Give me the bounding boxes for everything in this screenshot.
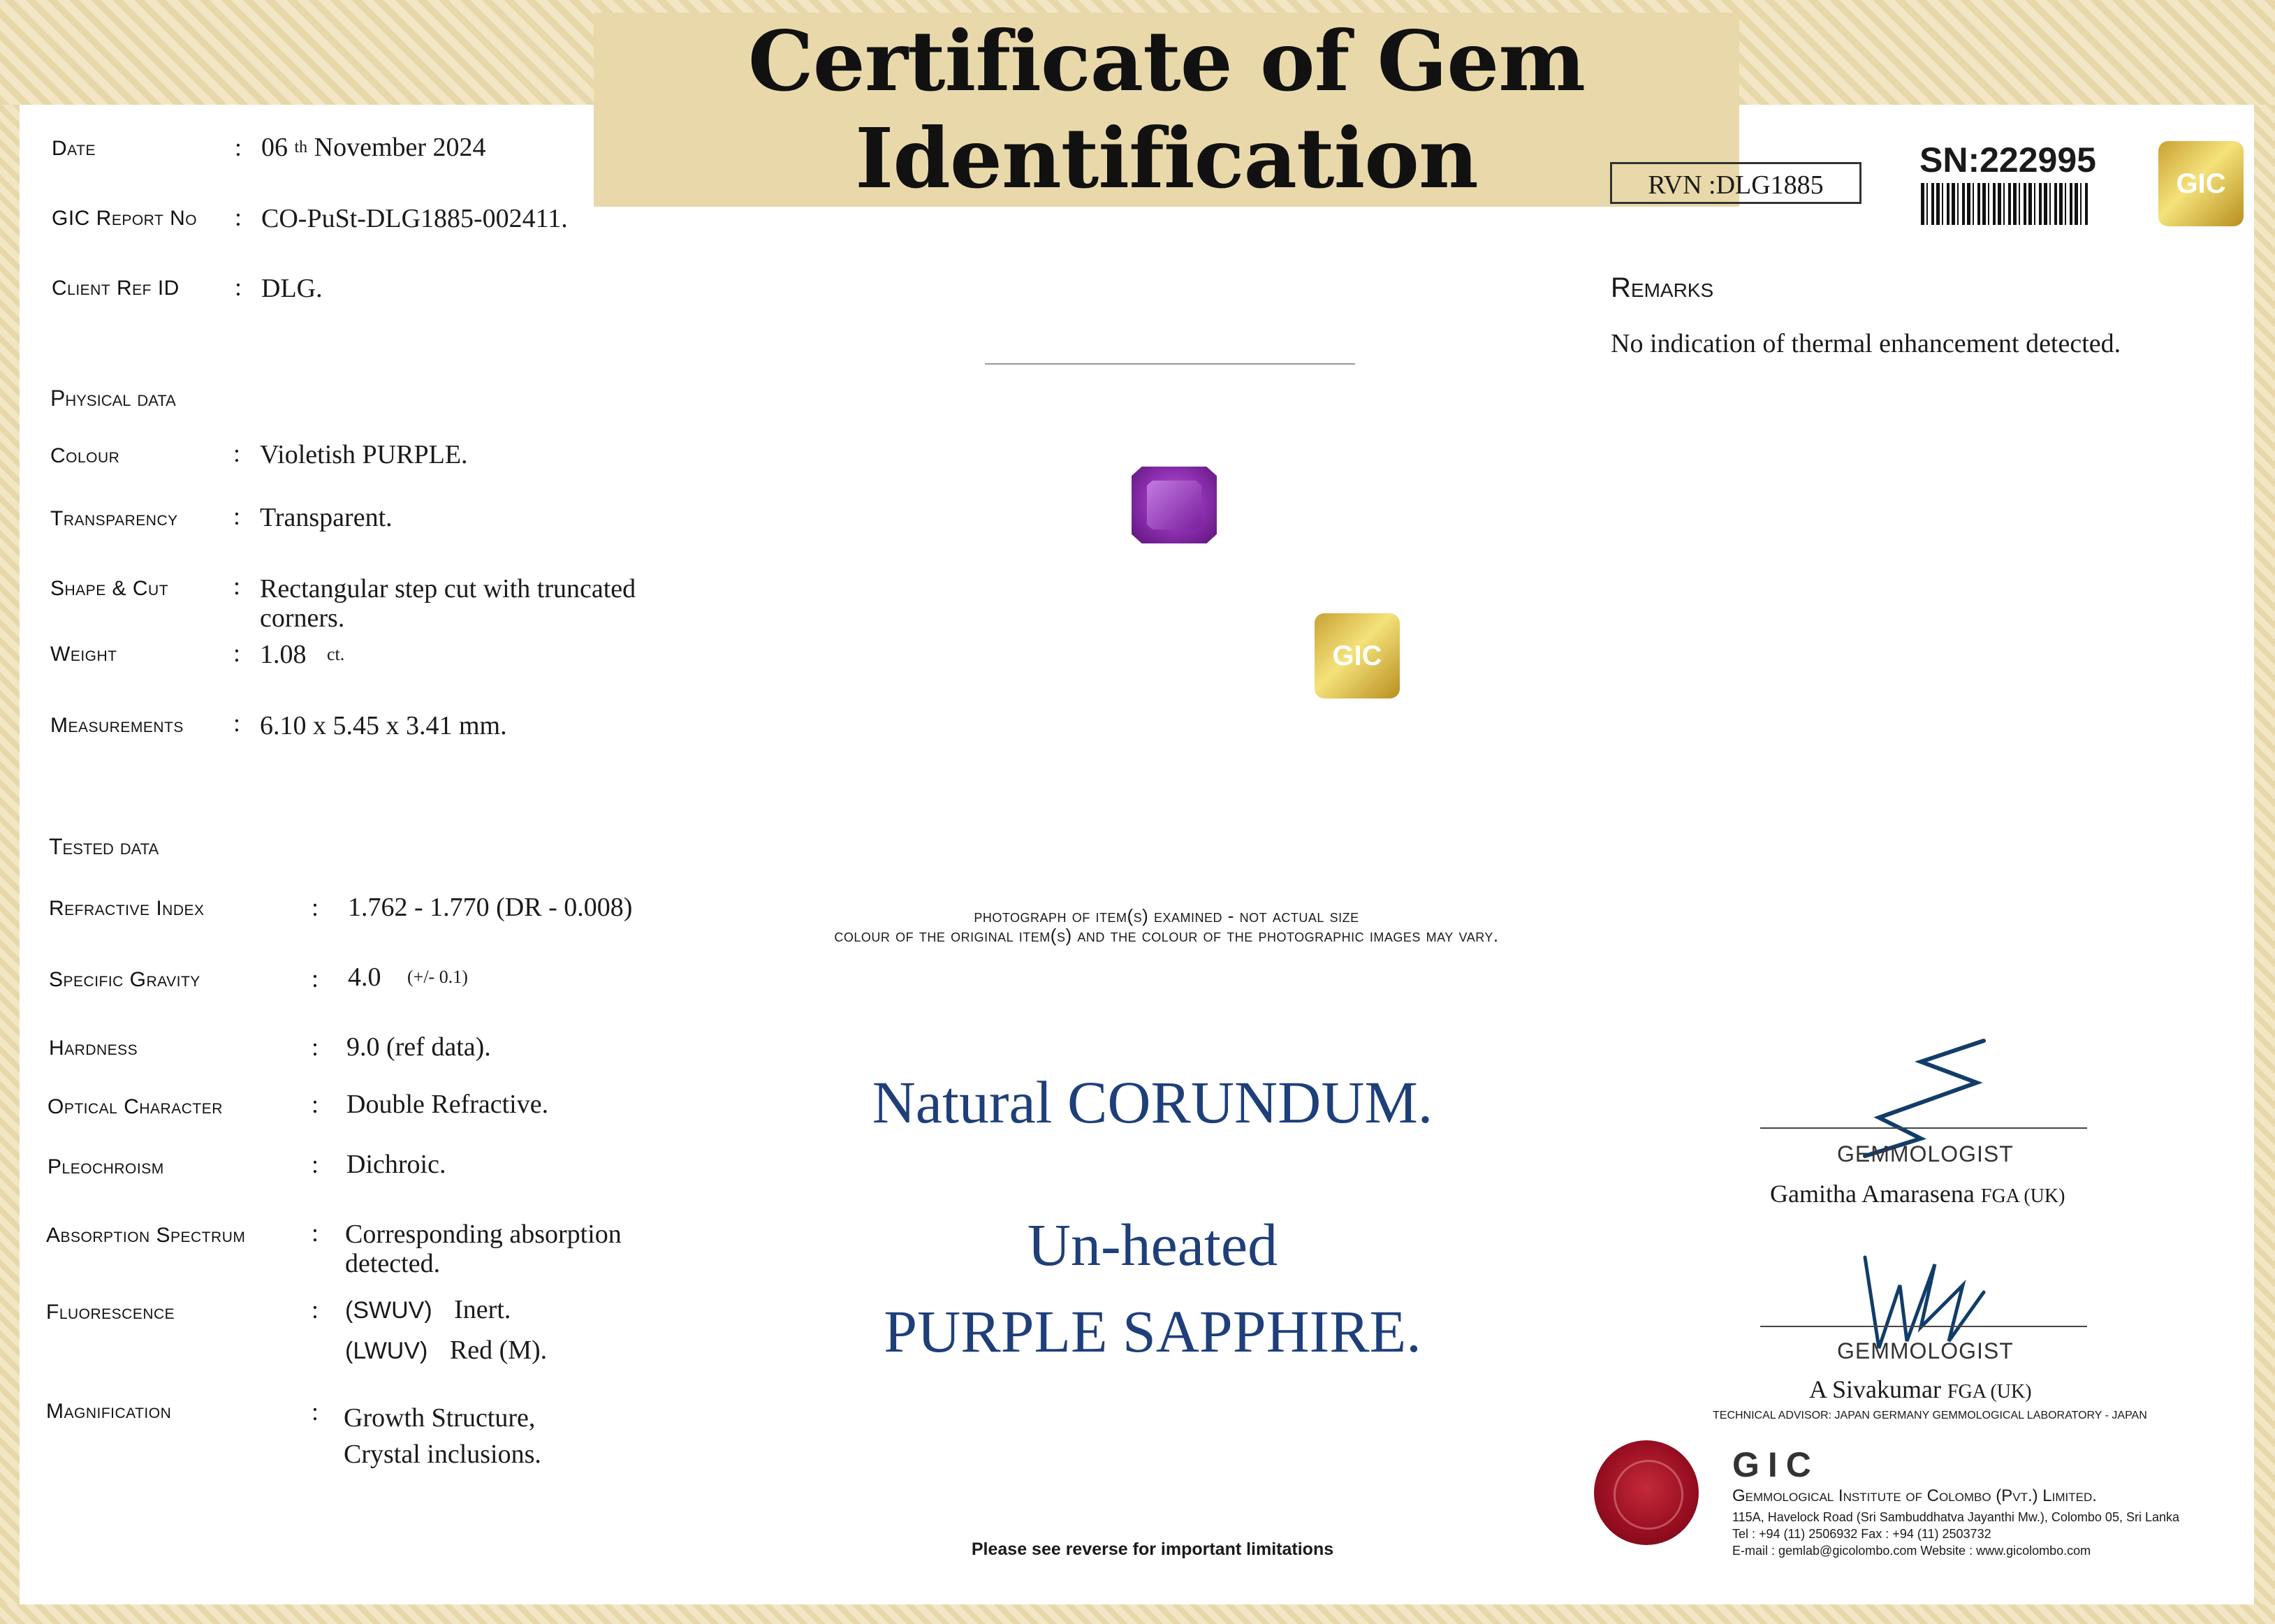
refractive-index-label: Refractive Index: [49, 897, 205, 920]
photo-divider: [985, 363, 1355, 365]
institute-address: 115A, Havelock Road (Sri Sambuddhatva Jayanthi Mw.), Colombo 05, Sri Lanka: [1732, 1510, 2179, 1524]
serial-number: SN:222995: [1919, 140, 2096, 180]
weight-unit: ct.: [327, 644, 345, 664]
refractive-index-value: 1.762 - 1.770 (DR - 0.008): [348, 893, 633, 922]
hardness-label: Hardness: [49, 1037, 138, 1060]
fluorescence-sw-label: (SWUV): [345, 1297, 432, 1324]
colour-value: Violetish PURPLE.: [260, 440, 468, 469]
colon: :: [312, 1296, 319, 1324]
colon: :: [235, 273, 242, 301]
date-day: 06: [261, 133, 288, 162]
colon: :: [233, 439, 241, 467]
gem-photo: [1132, 467, 1217, 543]
transparency-value: Transparent.: [260, 503, 393, 532]
fluorescence-label: Fluorescence: [46, 1301, 175, 1324]
pleochroism-value: Dichroic.: [346, 1150, 446, 1179]
pleochroism-label: Pleochroism: [47, 1155, 164, 1178]
optical-character-value: Double Refractive.: [346, 1090, 549, 1119]
gemmologist-title-2: GEMMOLOGIST: [1837, 1338, 2014, 1363]
institute-contact: E-mail : gemlab@gicolombo.com Website : www.gicolombo.com: [1732, 1544, 2091, 1558]
signature-line-2: [1760, 1326, 2087, 1327]
fluorescence-lw: [345, 1336, 547, 1366]
gemmologist-title-1: GEMMOLOGIST: [1837, 1141, 2014, 1166]
limitations-note: Please see reverse for important limitations: [971, 1539, 1334, 1559]
absorption-spectrum-value: [345, 1220, 622, 1278]
colon: :: [233, 639, 241, 667]
rvn-box: RVN :DLG1885: [1610, 162, 1861, 204]
tested-data-heading: Tested data: [49, 834, 159, 859]
report-no-label: GIC Report No: [52, 207, 198, 230]
fluorescence-sw-value: Inert.: [454, 1295, 511, 1324]
wax-seal: [1594, 1440, 1699, 1545]
magnification-value: [344, 1400, 541, 1472]
remarks-heading: Remarks: [1611, 272, 1714, 303]
specific-gravity-value: [348, 963, 468, 992]
sg-number: 4.0: [348, 963, 381, 992]
colon: :: [233, 709, 241, 737]
hologram-sticker-top: GIC: [2158, 141, 2244, 226]
colour-label: Colour: [50, 444, 120, 467]
border-right: [2254, 105, 2275, 1604]
name-1: Gamitha Amarasena: [1770, 1180, 1975, 1208]
date-label: Date: [52, 137, 96, 160]
colon: :: [312, 1150, 319, 1178]
gemmologist-name-2: [1809, 1375, 2032, 1404]
absorption-line-2: detected.: [345, 1249, 441, 1278]
measurements-label: Measurements: [50, 714, 184, 737]
client-ref-label: Client Ref ID: [52, 277, 180, 300]
remarks-text: No indication of thermal enhancement detected.: [1611, 329, 2121, 358]
magnification-label: Magnification: [46, 1400, 172, 1423]
border-left: [0, 105, 20, 1604]
photo-note-2-text: colour of the original item(s) and the colour of the photographic images may vary.: [834, 925, 1499, 946]
institute-name: Gemmological Institute of Colombo (Pvt.) Limited.: [1732, 1486, 2097, 1505]
barcode: [1921, 183, 2090, 225]
absorption-line-1: Corresponding absorption: [345, 1220, 622, 1249]
colon: :: [235, 133, 242, 161]
magnification-line-1: Growth Structure,: [344, 1403, 536, 1433]
conclusion-treatment: Un-heated: [1027, 1211, 1278, 1278]
date-month-year: November 2024: [314, 133, 486, 162]
weight-value: [260, 640, 344, 669]
photo-note-2: [726, 925, 1607, 946]
institute-phone: Tel : +94 (11) 2506932 Fax : +94 (11) 2503732: [1732, 1527, 1991, 1541]
magnification-line-2: Crystal inclusions.: [344, 1440, 541, 1469]
colon: :: [312, 1219, 319, 1247]
certificate-title: Certificate of Gem Identification: [594, 13, 1739, 207]
conclusion-species: Natural CORUNDUM.: [872, 1069, 1433, 1136]
fluorescence-lw-label: (LWUV): [345, 1338, 428, 1364]
colon: :: [233, 572, 241, 600]
signature-line-1: [1760, 1127, 2087, 1129]
colon: :: [312, 1033, 319, 1061]
absorption-spectrum-label: Absorption Spectrum: [46, 1224, 246, 1247]
photo-note-1: [726, 905, 1607, 927]
seal-emblem: [1614, 1460, 1683, 1530]
photo-note-1-text: photograph of item(s) examined - not actual size: [974, 905, 1359, 926]
weight-label: Weight: [50, 643, 117, 666]
signature-1: [1837, 1034, 2005, 1160]
date-value: [261, 133, 486, 162]
colon: :: [312, 1090, 319, 1118]
hardness-value: 9.0 (ref data).: [346, 1032, 491, 1062]
date-suffix: th: [294, 138, 308, 156]
gem-table: [1147, 481, 1201, 529]
report-no-value: CO-PuSt-DLG1885-002411.: [261, 204, 568, 233]
sg-tolerance: (+/- 0.1): [407, 967, 468, 987]
name-2: A Sivakumar: [1809, 1375, 1941, 1403]
shape-cut-label: Shape & Cut: [50, 577, 169, 600]
shape-cut-value: [260, 574, 636, 633]
physical-data-heading: Physical data: [50, 386, 176, 411]
weight-number: 1.08: [260, 640, 307, 669]
fluorescence-sw: [345, 1295, 511, 1325]
institute-logo: GIC: [1732, 1445, 1820, 1484]
measurements-value: 6.10 x 5.45 x 3.41 mm.: [260, 711, 507, 740]
technical-advisor: TECHNICAL ADVISOR: JAPAN GERMANY GEMMOLOGICAL LABORATORY - JAPAN: [1713, 1410, 2147, 1421]
colon: :: [235, 203, 242, 231]
transparency-label: Transparency: [50, 507, 178, 530]
border-bottom: [0, 1604, 2275, 1624]
gemmologist-name-1: [1770, 1179, 2065, 1208]
fluorescence-lw-value: Red (M).: [449, 1336, 548, 1365]
shape-cut-line-2: corners.: [260, 603, 345, 633]
client-ref-value: DLG.: [261, 274, 323, 303]
cred-2: FGA (UK): [1947, 1381, 2032, 1403]
colon: :: [312, 893, 319, 921]
colon: :: [233, 502, 241, 530]
conclusion-variety: PURPLE SAPPHIRE.: [884, 1298, 1421, 1365]
cred-1: FGA (UK): [1980, 1185, 2065, 1207]
specific-gravity-label: Specific Gravity: [49, 968, 200, 991]
optical-character-label: Optical Character: [47, 1095, 223, 1118]
colon: :: [312, 1398, 319, 1426]
shape-cut-line-1: Rectangular step cut with truncated: [260, 574, 636, 603]
hologram-sticker: GIC: [1315, 613, 1400, 698]
colon: :: [312, 965, 319, 993]
